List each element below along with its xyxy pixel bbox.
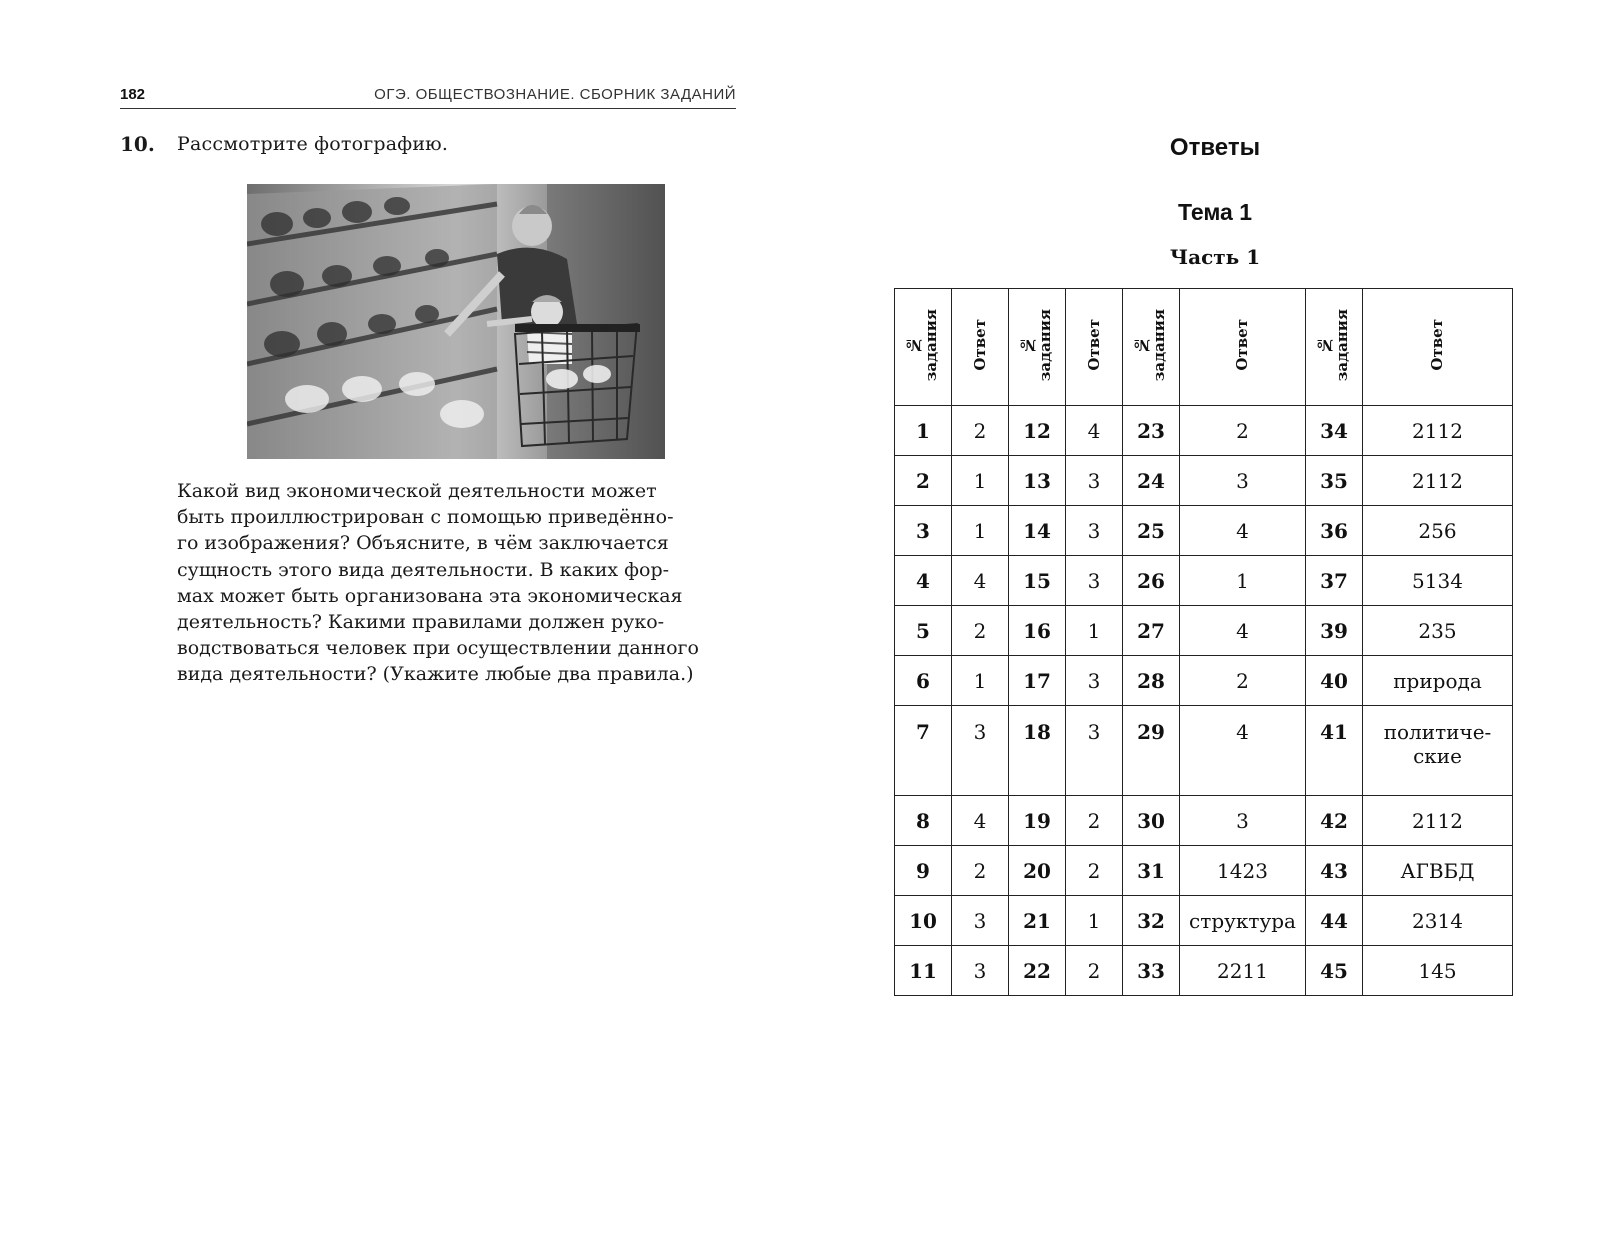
task-number-cell: 7	[895, 706, 952, 796]
answer-cell: природа	[1363, 656, 1513, 706]
task-number-cell: 37	[1306, 556, 1363, 606]
part-heading: Часть 1	[1169, 245, 1261, 269]
task-number-cell: 39	[1306, 606, 1363, 656]
task-prompt: Рассмотрите фотографию.	[177, 133, 449, 155]
task-number-cell: 27	[1123, 606, 1180, 656]
answer-cell: 3	[1066, 556, 1123, 606]
task-number-cell: 14	[1009, 506, 1066, 556]
answer-cell: 1	[952, 506, 1009, 556]
task-number-cell: 44	[1306, 896, 1363, 946]
question-line: водствоваться человек при осуществлении данного	[177, 637, 699, 660]
task-number-cell: 40	[1306, 656, 1363, 706]
table-row	[895, 656, 1513, 706]
table-row	[895, 846, 1513, 896]
answer-cell: 1423	[1180, 846, 1306, 896]
task-number-cell: 26	[1123, 556, 1180, 606]
table-header-row	[895, 289, 1513, 406]
answer-cell: 1	[952, 656, 1009, 706]
supermarket-photo	[247, 184, 665, 459]
answer-cell: 2112	[1363, 406, 1513, 456]
table-row	[895, 796, 1513, 846]
answer-cell: 2	[952, 406, 1009, 456]
task-number-cell: 15	[1009, 556, 1066, 606]
task-number-cell: 29	[1123, 706, 1180, 796]
task-number-cell: 2	[895, 456, 952, 506]
answer-cell: политиче- ские	[1363, 706, 1513, 796]
answer-cell: 2112	[1363, 456, 1513, 506]
supermarket-photo-drawing	[247, 184, 665, 459]
task-number-cell: 20	[1009, 846, 1066, 896]
table-row	[895, 606, 1513, 656]
answer-cell: 145	[1363, 946, 1513, 996]
table-row	[895, 406, 1513, 456]
table-row	[895, 556, 1513, 606]
table-row	[895, 456, 1513, 506]
answer-cell: 256	[1363, 506, 1513, 556]
answer-cell: 2	[1180, 406, 1306, 456]
answer-cell: 3	[1066, 656, 1123, 706]
header-answer: Ответ	[1363, 289, 1513, 406]
answer-cell: 2	[1180, 656, 1306, 706]
table-row	[895, 706, 1513, 796]
task-number-cell: 18	[1009, 706, 1066, 796]
task-number-cell: 24	[1123, 456, 1180, 506]
answer-cell: 1	[1180, 556, 1306, 606]
answer-cell: 3	[1066, 506, 1123, 556]
task-number-cell: 1	[895, 406, 952, 456]
task-number-cell: 8	[895, 796, 952, 846]
task-number-cell: 16	[1009, 606, 1066, 656]
question-line: Какой вид экономической деятельности может	[177, 480, 657, 502]
answer-cell: 2211	[1180, 946, 1306, 996]
task-number-cell: 4	[895, 556, 952, 606]
answer-cell: 235	[1363, 606, 1513, 656]
task-number-cell: 25	[1123, 506, 1180, 556]
task-number-cell: 17	[1009, 656, 1066, 706]
answer-cell: АГВБД	[1363, 846, 1513, 896]
answer-cell: 2314	[1363, 896, 1513, 946]
answer-cell: 4	[952, 556, 1009, 606]
answer-cell: структура	[1180, 896, 1306, 946]
answer-cell: 1	[1066, 606, 1123, 656]
question-line: быть проиллюстрирован с помощью приведённо-	[177, 506, 674, 529]
task-number-cell: 12	[1009, 406, 1066, 456]
page-number: 182	[120, 86, 146, 103]
answers-table	[894, 288, 1513, 996]
question-line: го изображения? Объясните, в чём заключается	[177, 532, 669, 555]
task-number-cell: 30	[1123, 796, 1180, 846]
task-number-cell: 5	[895, 606, 952, 656]
table-row	[895, 896, 1513, 946]
answers-table-body	[895, 406, 1513, 996]
answer-cell: 3	[1066, 706, 1123, 796]
task-number-cell: 23	[1123, 406, 1180, 456]
question-line: деятельность? Какими правилами должен руко-	[177, 611, 665, 634]
answer-cell: 5134	[1363, 556, 1513, 606]
answers-heading: Ответы	[1169, 134, 1261, 161]
task-number-cell: 11	[895, 946, 952, 996]
header-task-number: № задания	[1009, 289, 1066, 406]
answer-cell: 2	[952, 846, 1009, 896]
header-task-number: № задания	[895, 289, 952, 406]
task-number-cell: 22	[1009, 946, 1066, 996]
answer-cell: 2	[1066, 946, 1123, 996]
task-number-cell: 42	[1306, 796, 1363, 846]
task-number-cell: 21	[1009, 896, 1066, 946]
answer-cell: 4	[952, 796, 1009, 846]
task-number-cell: 13	[1009, 456, 1066, 506]
task-number-cell: 6	[895, 656, 952, 706]
answer-cell: 1	[952, 456, 1009, 506]
book-title: ОГЭ. ОБЩЕСТВОЗНАНИЕ. СБОРНИК ЗАДАНИЙ	[374, 86, 736, 103]
answer-cell: 3	[952, 946, 1009, 996]
running-head	[120, 84, 736, 109]
table-row	[895, 946, 1513, 996]
task-number-cell: 31	[1123, 846, 1180, 896]
answer-cell: 1	[1066, 896, 1123, 946]
task-number-cell: 35	[1306, 456, 1363, 506]
task-number-cell: 34	[1306, 406, 1363, 456]
header-task-number: № задания	[1306, 289, 1363, 406]
answer-cell: 4	[1180, 606, 1306, 656]
answer-cell: 4	[1066, 406, 1123, 456]
answer-cell: 2	[1066, 796, 1123, 846]
answer-cell: 3	[952, 896, 1009, 946]
task-number-cell: 9	[895, 846, 952, 896]
answer-cell: 2112	[1363, 796, 1513, 846]
right-page	[810, 0, 1620, 1258]
task-number-cell: 3	[895, 506, 952, 556]
answer-cell: 4	[1180, 706, 1306, 796]
header-answer: Ответ	[1066, 289, 1123, 406]
task-number-cell: 45	[1306, 946, 1363, 996]
table-row	[895, 506, 1513, 556]
task-number-cell: 28	[1123, 656, 1180, 706]
question-line: мах может быть организована эта экономическая	[177, 584, 683, 607]
answer-cell: 3	[1066, 456, 1123, 506]
header-answer: Ответ	[952, 289, 1009, 406]
task-number-cell: 43	[1306, 846, 1363, 896]
answer-cell: 3	[1180, 456, 1306, 506]
question-line: сущность этого вида деятельности. В каких фор-	[177, 558, 670, 581]
header-answer: Ответ	[1180, 289, 1306, 406]
task-number-cell: 41	[1306, 706, 1363, 796]
task-number: 10.	[120, 132, 155, 156]
answer-cell: 3	[952, 706, 1009, 796]
question-line: вида деятельности? (Укажите любые два правила.)	[177, 663, 694, 686]
answer-cell: 2	[952, 606, 1009, 656]
answer-cell: 2	[1066, 846, 1123, 896]
answer-cell: 3	[1180, 796, 1306, 846]
section-heading: Тема 1	[1177, 199, 1253, 225]
task-number-cell: 33	[1123, 946, 1180, 996]
question-text	[177, 478, 736, 688]
task-number-cell: 32	[1123, 896, 1180, 946]
task-number-cell: 19	[1009, 796, 1066, 846]
task-number-cell: 10	[895, 896, 952, 946]
header-task-number: № задания	[1123, 289, 1180, 406]
answer-cell: 4	[1180, 506, 1306, 556]
task-number-cell: 36	[1306, 506, 1363, 556]
